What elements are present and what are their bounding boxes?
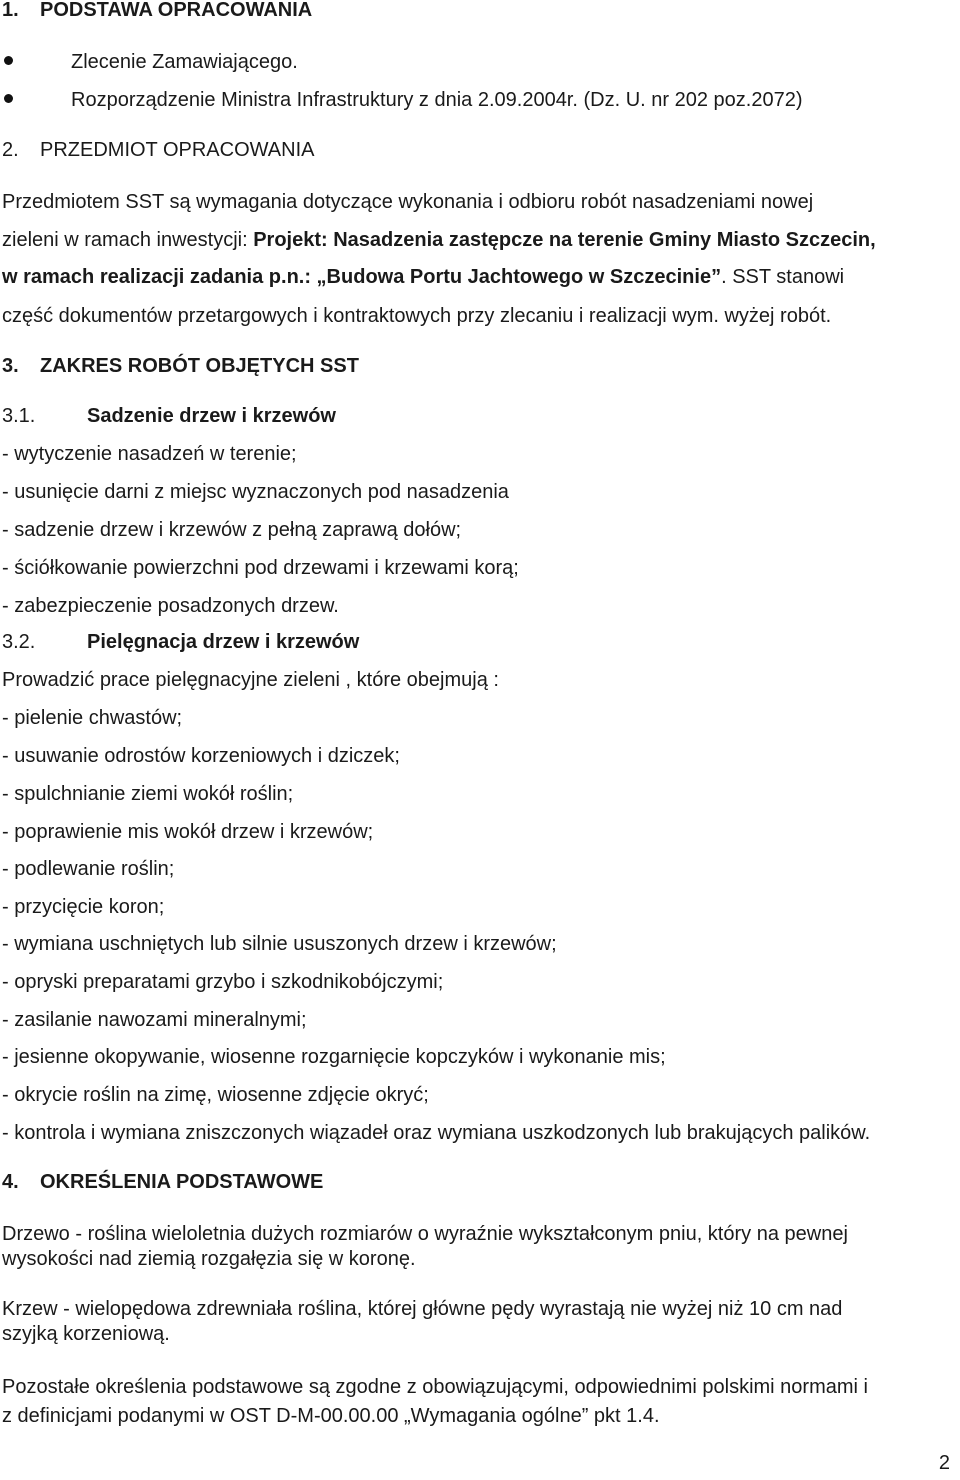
page-number: 2 [938, 1452, 950, 1474]
section-2-heading [2, 138, 314, 162]
section-number: 4. [2, 1171, 19, 1193]
list-item: - kontrola i wymiana zniszczonych wiązadeł oraz wymiana uszkodzonych lub brakujących palików. [2, 1122, 871, 1144]
definition-line: z definicjami podanymi w OST D-M-00.00.00 „Wymagania ogólne” pkt 1.4. [2, 1405, 660, 1427]
subsection-number: 3.1. [2, 405, 36, 427]
subsection-3-2-heading [2, 630, 359, 654]
section-4-heading [2, 1170, 323, 1194]
list-item: - wytyczenie nasadzeń w terenie; [2, 443, 297, 465]
paragraph-line [2, 265, 844, 289]
subsection-title: Pielęgnacja drzew i krzewów [87, 631, 360, 653]
list-item: - poprawienie mis wokół drzew i krzewów; [2, 821, 374, 843]
bullet-icon [4, 94, 13, 103]
section-3-heading [2, 354, 359, 378]
paragraph-line [2, 228, 876, 252]
section-title: PODSTAWA OPRACOWANIA [40, 0, 313, 21]
definition-line: szyjką korzeniową. [2, 1323, 170, 1345]
list-item: - usuwanie odrostów korzeniowych i dziczek; [2, 745, 400, 767]
paragraph-line: część dokumentów przetargowych i kontraktowych przy zlecaniu i realizacji wym. wyżej robót. [2, 305, 832, 327]
bullet-item: Zlecenie Zamawiającego. [71, 51, 298, 73]
section-number: 2. [2, 139, 19, 161]
definition-line: Drzewo - roślina wieloletnia dużych rozmiarów o wyraźnie wykształconym pniu, który na pewnej [2, 1223, 848, 1245]
definition-line: Krzew - wielopędowa zdrewniała roślina, której główne pędy wyrastają nie wyżej niż 10 cm nad [2, 1298, 843, 1320]
bullet-icon [4, 56, 13, 65]
subsection-title: Sadzenie drzew i krzewów [87, 405, 336, 427]
list-item: - okrycie roślin na zimę, wiosenne zdjęcie okryć; [2, 1084, 429, 1106]
definition-line: Pozostałe określenia podstawowe są zgodne z obowiązującymi, odpowiednimi polskimi normami i [2, 1376, 868, 1398]
list-item: - zasilanie nawozami mineralnymi; [2, 1009, 307, 1031]
section-title: ZAKRES ROBÓT OBJĘTYCH SST [40, 355, 359, 377]
bullet-item: Rozporządzenie Ministra Infrastruktury z dnia 2.09.2004r. (Dz. U. nr 202 poz.2072) [71, 89, 803, 111]
section-title: PRZEDMIOT OPRACOWANIA [40, 139, 315, 161]
list-item: - sadzenie drzew i krzewów z pełną zaprawą dołów; [2, 519, 462, 541]
section-number: 1. [2, 0, 19, 21]
list-item: - wymiana uschniętych lub silnie ususzonych drzew i krzewów; [2, 933, 557, 955]
section-number: 3. [2, 355, 19, 377]
list-item: - opryski preparatami grzybo i szkodnikobójczymi; [2, 971, 444, 993]
list-item: - usunięcie darni z miejsc wyznaczonych pod nasadzenia [2, 481, 509, 503]
list-item: - podlewanie roślin; [2, 858, 175, 880]
list-item: - pielenie chwastów; [2, 707, 183, 729]
definition-line: wysokości nad ziemią rozgałęzia się w koronę. [2, 1248, 416, 1270]
task-name: w ramach realizacji zadania p.n.: „Budowa Portu Jachtowego w Szczecinie” [2, 266, 722, 288]
subsection-3-1-heading [2, 404, 336, 428]
project-name: Projekt: Nasadzenia zastępcze na terenie Gminy Miasto Szczecin, [253, 229, 876, 251]
list-item: - ściółkowanie powierzchni pod drzewami i krzewami korą; [2, 557, 519, 579]
section-1-heading [2, 0, 312, 22]
paragraph-line: Przedmiotem SST są wymagania dotyczące wykonania i odbioru robót nasadzeniami nowej [2, 191, 814, 213]
list-item: - jesienne okopywanie, wiosenne rozgarnięcie kopczyków i wykonanie mis; [2, 1046, 666, 1068]
text-run: zieleni w ramach inwestycji: [2, 229, 254, 251]
paragraph-line: Prowadzić prace pielęgnacyjne zieleni , które obejmują : [2, 669, 499, 691]
section-title: OKREŚLENIA PODSTAWOWE [40, 1171, 324, 1193]
list-item: - spulchnianie ziemi wokół roślin; [2, 783, 294, 805]
subsection-number: 3.2. [2, 631, 36, 653]
text-run: . SST stanowi [721, 266, 845, 288]
list-item: - zabezpieczenie posadzonych drzew. [2, 595, 339, 617]
list-item: - przycięcie koron; [2, 896, 165, 918]
